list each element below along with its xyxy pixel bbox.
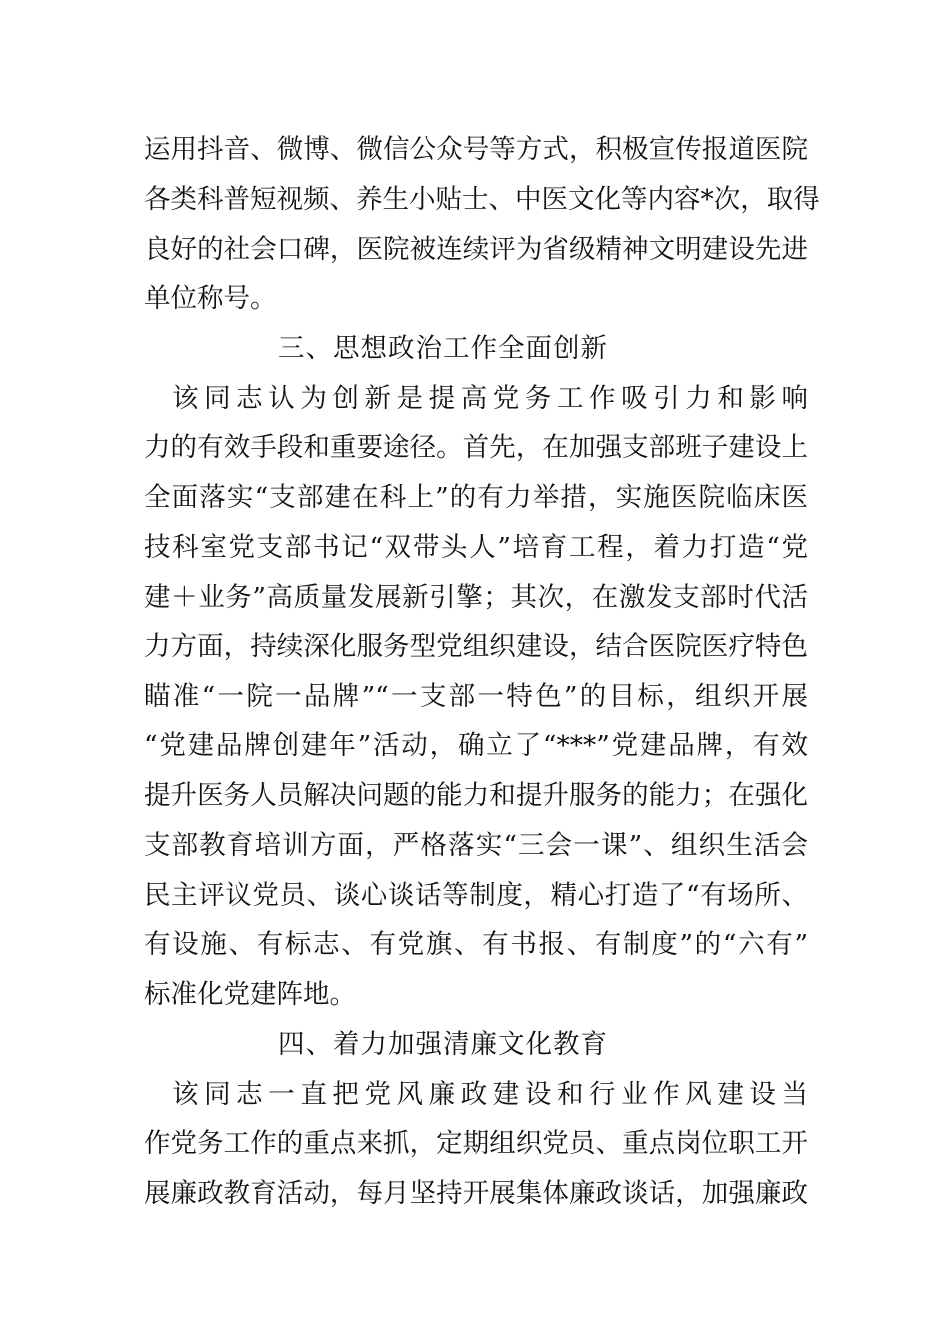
section-3-heading: 三、思想政治工作全面创新 [278,333,608,364]
section-4-line-3: 展廉政教育活动，每月坚持开展集体廉政谈话，加强廉政 [144,1178,808,1209]
section-3-line-11: 民主评议党员、谈心谈话等制度，精心打造了“有场所、 [144,880,808,911]
section-4-line-2: 作党务工作的重点来抓，定期组织党员、重点岗位职工开 [144,1128,808,1159]
section-3-line-4: 技科室党支部书记“双带头人”培育工程，着力打造“党 [144,532,808,563]
section-3-line-9: 提升医务人员解决问题的能力和提升服务的能力；在强化 [144,780,808,811]
section-3-line-3: 全面落实“支部建在科上”的有力举措，实施医院临床医 [144,482,808,513]
section-3-line-10: 支部教育培训方面，严格落实“三会一课”、组织生活会 [144,830,808,861]
paragraph-1-line-3: 良好的社会口碑，医院被连续评为省级精神文明建设先进 [144,234,808,265]
section-3-line-2: 力的有效手段和重要途径。首先，在加强支部班子建设上 [144,432,808,463]
section-3-line-1: 该同志认为创新是提高党务工作吸引力和影响 [144,383,808,414]
paragraph-1-line-1: 运用抖音、微博、微信公众号等方式，积极宣传报道医院 [144,134,808,165]
section-3-line-6: 力方面，持续深化服务型党组织建设，结合医院医疗特色 [144,631,808,662]
paragraph-1-line-2: 各类科普短视频、养生小贴士、中医文化等内容*次，取得 [144,184,820,215]
section-4-line-1: 该同志一直把党风廉政建设和行业作风建设当 [144,1079,808,1110]
section-3-line-12: 有设施、有标志、有党旗、有书报、有制度”的“六有” [144,929,808,960]
section-4-heading: 四、着力加强清廉文化教育 [278,1029,608,1060]
section-3-line-8: “党建品牌创建年”活动，确立了“***”党建品牌，有效 [144,730,808,761]
section-3-line-13: 标准化党建阵地。 [144,979,356,1010]
section-3-line-5: 建＋业务”高质量发展新引擎；其次，在激发支部时代活 [144,582,808,613]
paragraph-1-line-4: 单位称号。 [144,283,277,314]
section-3-line-7: 瞄准“一院一品牌”“一支部一特色”的目标，组织开展 [144,681,808,712]
